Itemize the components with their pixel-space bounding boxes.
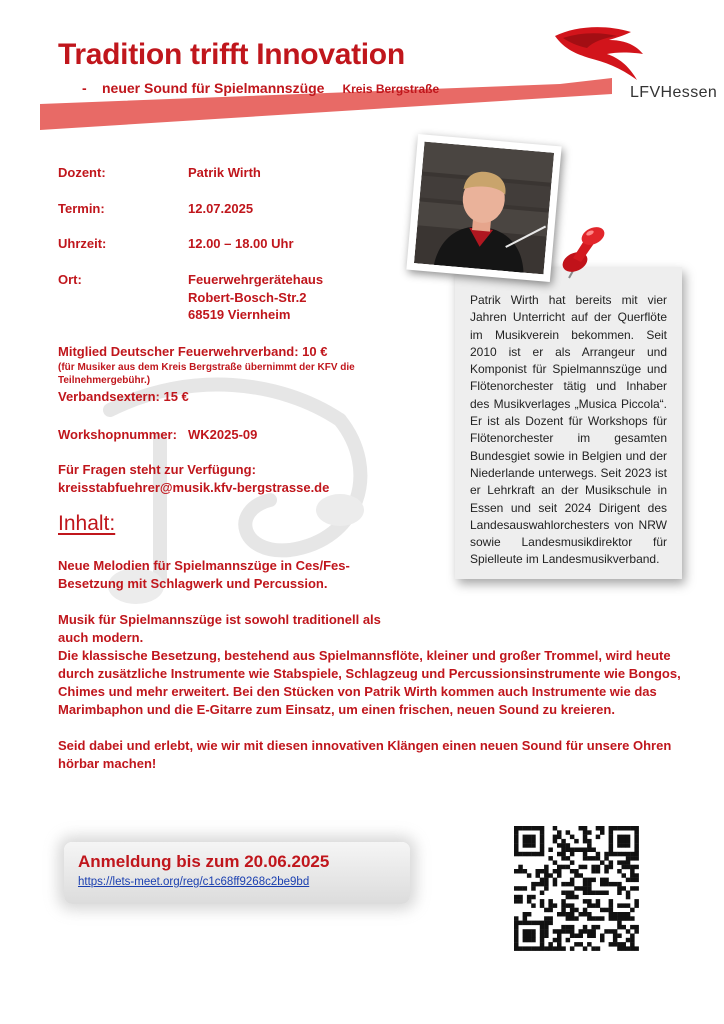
registration-title: Anmeldung bis zum 20.06.2025	[78, 852, 330, 871]
subtitle-text: neuer Sound für Spielmannszüge	[102, 80, 325, 96]
page-subtitle	[82, 80, 439, 96]
content-p3-line2: durch zusätzliche Instrumente wie Stabspiele, Schlagzeug und Percussionsinstrumente wie Bongos,	[58, 666, 681, 681]
dozent-value: Patrik Wirth	[188, 165, 261, 180]
subtitle-region: Kreis Bergstraße	[342, 82, 440, 96]
ort-line-2: Robert-Bosch-Str.2	[188, 290, 307, 305]
page-title: Tradition trifft Innovation	[58, 38, 405, 71]
price-member-note-2: Teilnehmergebühr.)	[58, 375, 151, 386]
portrait-image	[414, 142, 554, 275]
content-p2-line2: auch modern.	[58, 630, 144, 645]
uhrzeit-label: Uhrzeit:	[58, 236, 107, 251]
price-member: Mitglied Deutscher Feuerwehrverband: 10 €	[58, 344, 328, 359]
termin-label: Termin:	[58, 201, 105, 216]
uhrzeit-value: 12.00 – 18.00 Uhr	[188, 236, 294, 251]
registration-link[interactable]: https://lets-meet.org/reg/c1c68ff9268c2be9bd	[78, 876, 310, 888]
price-member-note-1: (für Musiker aus dem Kreis Bergstraße übernimmt der KFV die	[58, 362, 355, 373]
ort-line-3: 68519 Viernheim	[188, 307, 291, 322]
content-p3-line4: Marimbaphon und die E-Gitarre zum Einsatz, um einen frischen, neuen Sound zu kreieren.	[58, 702, 615, 717]
content-heading: Inhalt:	[58, 512, 116, 535]
portrait-photo	[406, 134, 561, 282]
ort-line-1: Feuerwehrgerätehaus	[188, 272, 324, 287]
price-external: Verbandsextern: 15 €	[58, 389, 189, 404]
ort-label: Ort:	[58, 272, 82, 287]
brand-name: LFVHessen	[630, 84, 718, 101]
contact-email[interactable]: kreisstabfuehrer@musik.kfv-bergstrasse.de	[58, 480, 330, 495]
content-p3-line3: Chimes und mehr erweitert. Bei den Stücken von Patrik Wirth kommen auch Instrumente wie das	[58, 684, 657, 699]
content-p4-line2: hörbar machen!	[58, 756, 157, 771]
subtitle-dash: -	[82, 80, 87, 96]
content-p4-line1: Seid dabei und erlebt, wie wir mit diesen innovativen Klängen einen neuen Sound für unsere Ohren	[58, 738, 672, 753]
lfv-flame-logo	[553, 24, 645, 82]
qr-code[interactable]	[514, 826, 644, 952]
content-p3-line1: Die klassische Besetzung, bestehend aus Spielmannsflöte, kleiner und großer Trommel, wird heute	[58, 648, 671, 663]
content-p2-line1: Musik für Spielmannszüge ist sowohl traditionell als	[58, 612, 381, 627]
bio-text: Patrik Wirth hat bereits mit vier Jahren Unterricht auf der Querflöte im Musikverein bekommen. Seit 2010 ist er als Arrangeur und Komponist für Spielmannszüge und Flötenorchester tätig und Inhaber des Musikverlages „Musica Piccola“. Er ist als Dozent für Workshops für Flötenorchester im gesamten Bundesgiet sowie in Belgien und der Niederlande unterwegs. Seit 2023 ist er Lehrkraft an der Musikschule in Essen und seit 2024 Dirigent des Landesauswahlorchesters von NRW sowie Landesmusikdirektor für Spielleute im Landesmusikverband.	[470, 293, 667, 567]
termin-value: 12.07.2025	[188, 201, 254, 216]
content-p1-line2: Besetzung mit Schlagwerk und Percussion.	[58, 576, 328, 591]
push-pin-icon	[555, 222, 615, 284]
workshop-number-label: Workshopnummer:	[58, 427, 177, 442]
contact-question: Für Fragen steht zur Verfügung:	[58, 462, 256, 477]
dozent-label: Dozent:	[58, 165, 106, 180]
workshop-number-value: WK2025-09	[188, 427, 258, 442]
content-p1-line1: Neue Melodien für Spielmannszüge in Ces/Fes-	[58, 558, 350, 573]
